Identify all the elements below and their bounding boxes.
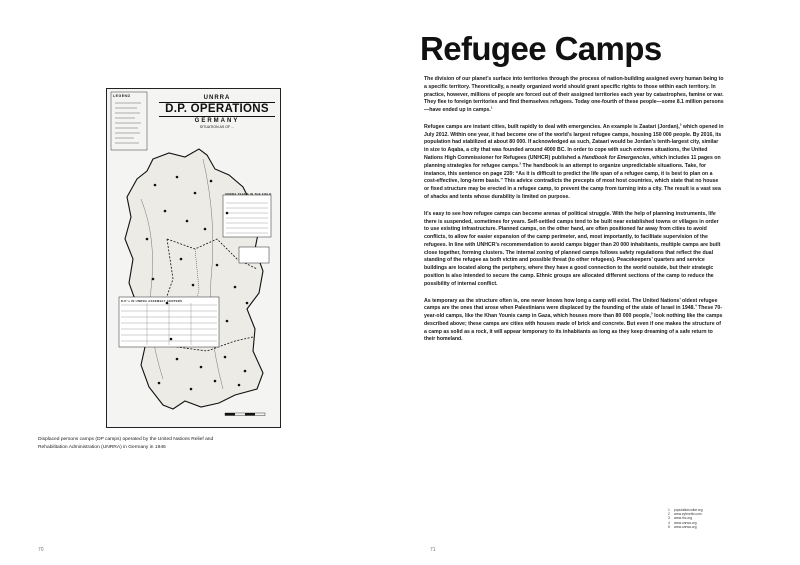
text-run: which opened in July 2012. Within one year, it had become one of the world’s largest refugee camps, housing 150 000 people. By 2016, its population had stabilized at about 80 000. If acknowledged as such, Zataari would be Jordan’s tenth-largest city, similar in size to Aqaba, a city that was founded around 4000 BC. In order to cope with such extreme situations, the United Nations High Commissioner for Refugees (UNHCR) published a bbox=[424, 123, 724, 162]
camp-marker bbox=[170, 338, 173, 341]
text-run: These 70-year-old camps, like the Khan Younis camp in Gaza, which houses more than 80 000 people, bbox=[424, 305, 723, 320]
body-paragraph bbox=[424, 298, 724, 345]
map-table-teams bbox=[223, 195, 271, 237]
body-paragraph bbox=[424, 124, 724, 202]
figure-caption: Displaced persons camps (DP camps) operated by the United Nations Relief and Rehabilitation Administration (UNRRA) in Germany in 1946 bbox=[38, 437, 214, 450]
camp-marker bbox=[204, 228, 207, 231]
camp-marker bbox=[246, 302, 249, 305]
camp-marker bbox=[192, 284, 195, 287]
italic-title: Handbook for Emergencies bbox=[581, 155, 650, 162]
body-paragraph bbox=[424, 211, 724, 289]
footnote-reference: 3 bbox=[519, 161, 522, 166]
text-run: The division of our planet’s surface into territories through the process of nation-building assigned every human being to a specific territory. Theoretically, a neatly organized world should grant specific rights to those within each territory. In practice, however, millions of people are forced out of their assigned territories each year by catastrophes, famine or war. They flee to foreign territories and find themselves refugees. Today one-fourth of these people—some 8.1 million persons—have ended up in camps. bbox=[424, 76, 724, 114]
germany-outline bbox=[125, 149, 263, 409]
footnote-text: populationcollar.org bbox=[674, 508, 703, 512]
footnote-number: 2 bbox=[668, 512, 670, 517]
map-legend-box bbox=[111, 92, 147, 150]
camp-marker bbox=[226, 320, 229, 323]
camp-marker bbox=[186, 220, 189, 223]
map-title: D.P. OPERATIONS bbox=[159, 102, 275, 117]
camp-marker bbox=[214, 380, 217, 383]
text-run: look nothing like the camps described above; these camps are cities with houses made of brick and concrete. But even if one makes the structure of a camp as solid as a rock, it will appear temporary to its inhabitants as long as they keep dreaming of a safe return to their homeland. bbox=[424, 313, 723, 343]
map-situation: SITUATION AS OF ... bbox=[199, 125, 235, 129]
map-scale-bar bbox=[225, 413, 265, 416]
camp-marker bbox=[154, 184, 157, 187]
text-run: It’s easy to see how refugee camps can become arenas of political struggle. With the help of planning instruments, life there is suspended, sometimes for years. Self-settled camps tend to be built near established towns or villages in order to use existing infrastructure. Planned camps, on the other hand, are often positioned far away from cities to avoid conflicts, to allow for easier expansion of the camp perimeter, and, most importantly, to facilitate supervision of the refugees. In line with UNHCR’s recommendation to avoid camps bigger than 20 000 inhabitants, multiple camps are built close together, forming clusters. The internal zoning of planned camps follows safety regulations that reflect the dual standing of the refugee as both victim and possible threat (to other refugees). Peacekeepers’ quarters and service buildings are located along the periphery, where they have a good connection to the world outside, but their strategic position is also intended to secure the camp. Ethnic groups are allocated different sections of the camp to reduce the possibility of internal conflict. bbox=[424, 210, 721, 287]
chapter-title: Refugee Camps bbox=[420, 30, 662, 67]
body-paragraph bbox=[424, 76, 724, 115]
camp-marker bbox=[180, 258, 183, 261]
body-text bbox=[424, 76, 724, 353]
footnote-text: www.unrwa.org bbox=[674, 520, 697, 525]
text-run: Refugee camps are instant cities, built rapidly to deal with emergencies. An example is Zaatari (Jordan), bbox=[424, 123, 680, 130]
germany-map-illustration bbox=[107, 89, 280, 427]
footnote-number: 5 bbox=[668, 524, 670, 529]
text-run: As temporary as the structure often is, one never knows how long a camp will exist. The United Nations’ oldest refugee camps are the ones that arose when Palestinians were displaced by the founding of the state of Israel in 1948. bbox=[424, 297, 718, 312]
map-country: GERMANY bbox=[194, 118, 240, 124]
camp-marker bbox=[194, 192, 197, 195]
footnote-reference: 2 bbox=[679, 122, 682, 127]
right-page bbox=[400, 0, 800, 565]
page-number-right: 71 bbox=[430, 547, 436, 553]
footnote-reference: 4 bbox=[694, 303, 697, 308]
text-run: , which includes 11 pages on planning strategies for refugee camps. bbox=[424, 155, 721, 169]
camp-marker bbox=[234, 286, 237, 289]
camp-marker bbox=[164, 210, 167, 213]
footnote-text: www.unrwa.org bbox=[674, 524, 697, 529]
camp-marker bbox=[210, 180, 213, 183]
footnote-reference: 1 bbox=[490, 105, 493, 110]
camp-marker bbox=[176, 176, 179, 179]
footnote-text: www.zyfrnetto.com bbox=[674, 512, 702, 517]
footnote-number: 4 bbox=[668, 520, 670, 525]
unrra-map-figure bbox=[106, 88, 281, 428]
camp-marker bbox=[190, 388, 193, 391]
camp-marker bbox=[244, 370, 247, 373]
footnote-reference: 5 bbox=[650, 311, 653, 316]
camp-marker bbox=[200, 366, 203, 369]
footnotes bbox=[668, 508, 768, 529]
footnote-item bbox=[668, 525, 768, 529]
map-title-block bbox=[159, 95, 275, 129]
camp-marker bbox=[216, 264, 219, 267]
camp-marker bbox=[176, 358, 179, 361]
camp-marker bbox=[152, 278, 155, 281]
map-table-teams-title: UNRRA TEAMS IN THE FIELD bbox=[225, 192, 272, 196]
footnote-number: 3 bbox=[668, 516, 670, 521]
camp-marker bbox=[146, 238, 149, 241]
page-number-left: 70 bbox=[38, 547, 44, 553]
camp-marker bbox=[238, 384, 241, 387]
camp-marker bbox=[224, 356, 227, 359]
map-legend-heading: LEGEND bbox=[113, 94, 131, 98]
camp-marker bbox=[158, 382, 161, 385]
footnote-text: www.rhc.org bbox=[674, 516, 693, 521]
text-run: The handbook is an attempt to organize unpredictable situations. Take, for instance, this sentence on page 239: “As it is difficult to predict the life span of a refugee camp, it is best to plan on a cost-effective, long-term basis.” This advice contradicts the precepts of most host countries, which state that no house or fixed structure may be erected in a refugee camp, to prevent the camp from turning into a city. The result is a vast sea of shacks and tents whose durability is limited on purpose. bbox=[424, 162, 721, 200]
map-table-assembly-title: D.P.'s IN UNRRA ASSEMBLY CENTERS bbox=[121, 299, 183, 303]
camp-marker bbox=[226, 212, 229, 215]
footnote-number: 1 bbox=[668, 508, 670, 512]
map-org: UNRRA bbox=[203, 95, 231, 101]
